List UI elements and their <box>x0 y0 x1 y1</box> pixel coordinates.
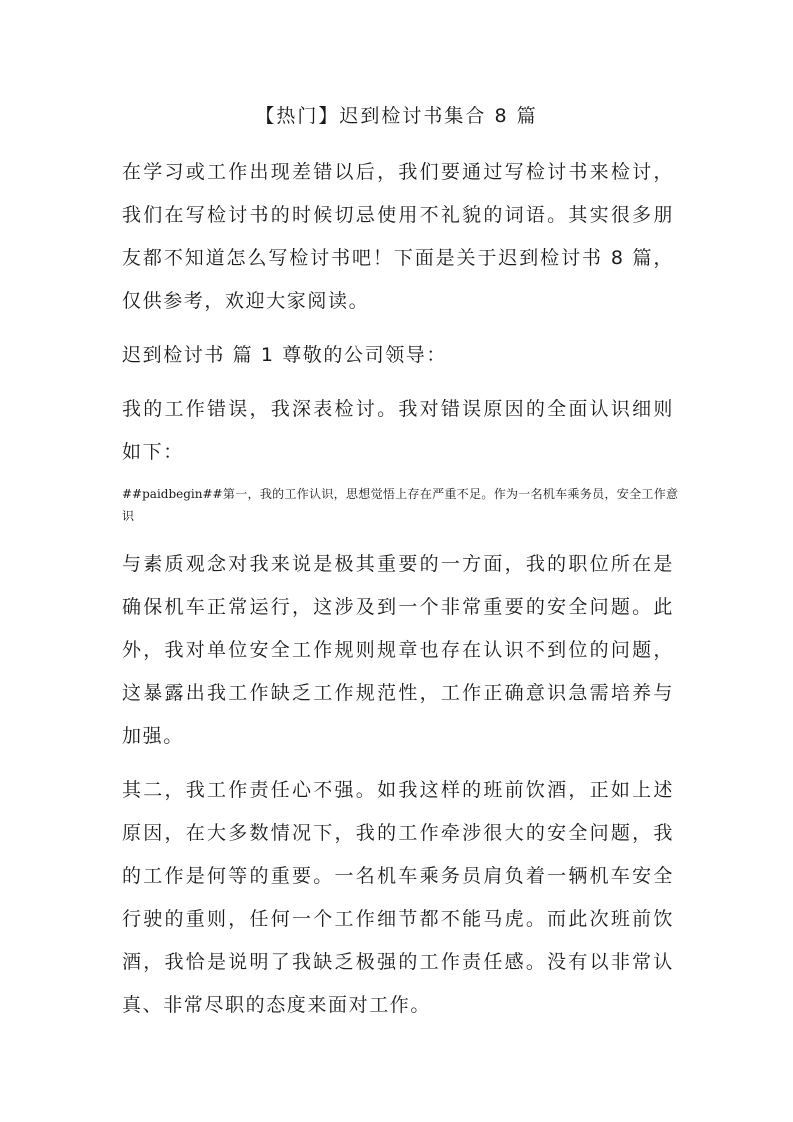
intro-paragraph: 在学习或工作出现差错以后，我们要通过写检讨书来检讨，我们在写检讨书的时候切忌使用不礼貌的词语。其实很多朋友都不知道怎么写检讨书吧！下面是关于迟到检讨书 8 篇，仅供参考，欢迎大家阅读。 <box>122 161 674 312</box>
paragraph-1: 我的工作错误，我深表检讨。我对错误原因的全面认识细则如下： <box>122 398 674 463</box>
paragraph-2: 与素质观念对我来说是极其重要的一方面，我的职位所在是确保机车正常运行，这涉及到一个非常重要的安全问题。此外，我对单位安全工作规则规章也存在认识不到位的问题，这暴露出我工作缺乏工作规范性，工作正确意识急需培养与加强。 <box>122 553 674 747</box>
document-title: 【热门】迟到检讨书集合 8 篇 <box>255 105 538 127</box>
paragraph-3: 其二，我工作责任心不强。如我这样的班前饮酒，正如上述原因，在大多数情况下，我的工作牵涉很大的安全问题，我的工作是何等的重要。一名机车乘务员肩负着一辆机车安全行驶的重则，任何一个工作细节都不能马虎。而此次班前饮酒，我恰是说明了我缺乏极强的工作责任感。没有以非常认真、非常尽职的态度来面对工作。 <box>122 779 674 1016</box>
paid-marker-line: ##paidbegin##第一，我的工作认识，思想觉悟上存在严重不足。作为一名机车乘务员，安全工作意识 <box>122 487 678 523</box>
section-heading: 迟到检讨书 篇 1 尊敬的公司领导： <box>122 344 448 366</box>
